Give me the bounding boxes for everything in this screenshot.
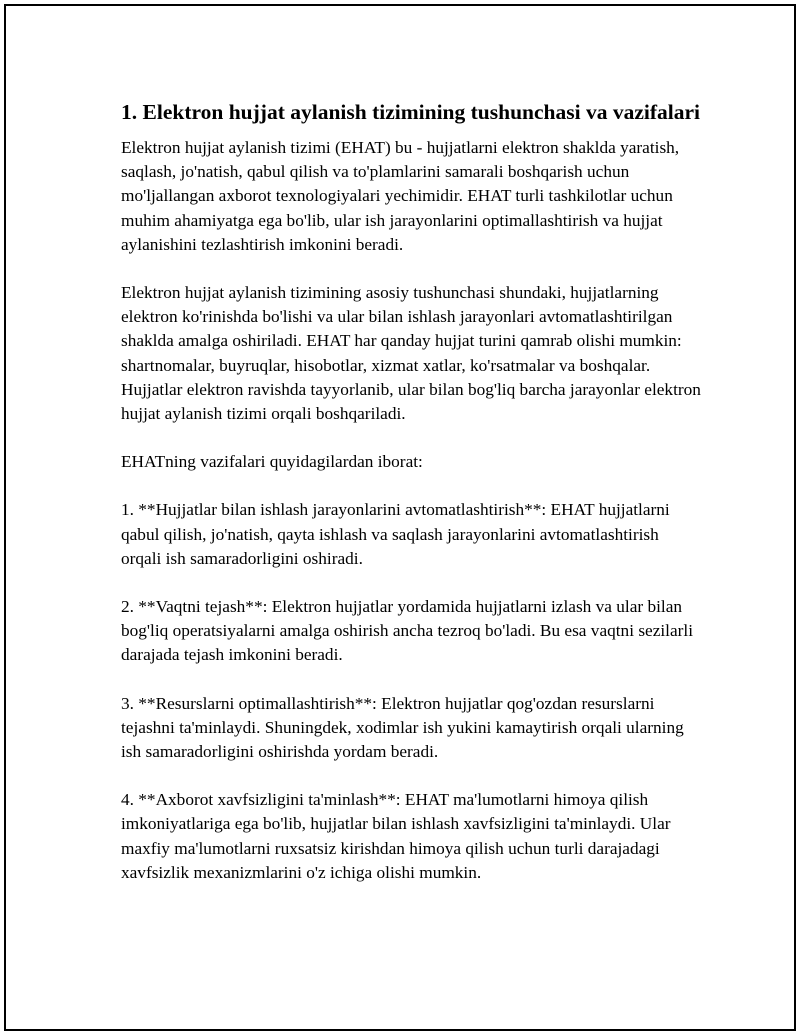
page-frame [4, 4, 796, 1031]
paragraph-tasks-intro: EHATning vazifalari quyidagilardan iborat: [121, 452, 423, 472]
list-item-task-1: 1. **Hujjatlar bilan ishlash jarayonlarini avtomatlashtirish**: EHAT hujjatlarni qabul qilish, jo'natish, qayta ishlash va saqlash jarayonlarini avtomatlashtirish orqali ish samaradorligini oshiradi. [121, 500, 670, 568]
paragraph-concept: Elektron hujjat aylanish tizimining asosiy tushunchasi shundaki, hujjatlarning elektron ko'rinishda bo'lishi va ular bilan ishlash jarayonlari avtomatlashtirilgan shaklda amalga oshiriladi. EHAT har qanday hujjat turini qamrab olishi mumkin: shartnomalar, buyruqlar, hisobotlar, xizmat xatlar, ko'rsatmalar va boshqalar. Hujjatlar elektron ravishda tayyorlanib, ular bilan bog'liq barcha jarayonlar elektron hujjat aylanish tizimi orqali boshqariladi. [121, 283, 701, 424]
document-body [121, 98, 701, 909]
paragraph-intro: Elektron hujjat aylanish tizimi (EHAT) bu - hujjatlarni elektron shaklda yaratish, saqlash, jo'natish, qabul qilish va to'plamlarini samarali boshqarish uchun mo'ljallangan axborot texnologiyalari yechimidir. EHAT turli tashkilotlar uchun muhim ahamiyatga ega bo'lib, ular ish jarayonlarini optimallashtirish va hujjat aylanishini tezlashtirish imkonini beradi. [121, 138, 680, 254]
list-item-task-3: 3. **Resurslarni optimallashtirish**: Elektron hujjatlar qog'ozdan resurslarni tejashni ta'minlaydi. Shuningdek, xodimlar ish yukini kamaytirish orqali ularning ish samaradorligini oshirishda yordam beradi. [121, 693, 684, 762]
list-item-task-2: 2. **Vaqtni tejash**: Elektron hujjatlar yordamida hujjatlarni izlash va ular bilan bog'liq operatsiyalarni amalga oshirish ancha tezroq bo'ladi. Bu esa vaqtni sezilarli darajada tejash imkonini beradi. [121, 597, 694, 665]
list-item-task-4: 4. **Axborot xavfsizligini ta'minlash**: EHAT ma'lumotlarni himoya qilish imkoniyatlariga ega bo'lib, hujjatlar bilan ishlash xavfsizligini ta'minlaydi. Ular maxfiy ma'lumotlarni ruxsatsiz kirishdan himoya qilish uchun turli darajadagi xavfsizlik mexanizmlarini o'z ichiga olishi mumkin. [121, 790, 671, 882]
document-heading: 1. Elektron hujjat aylanish tizimining tushunchasi va vazifalari [121, 100, 700, 124]
